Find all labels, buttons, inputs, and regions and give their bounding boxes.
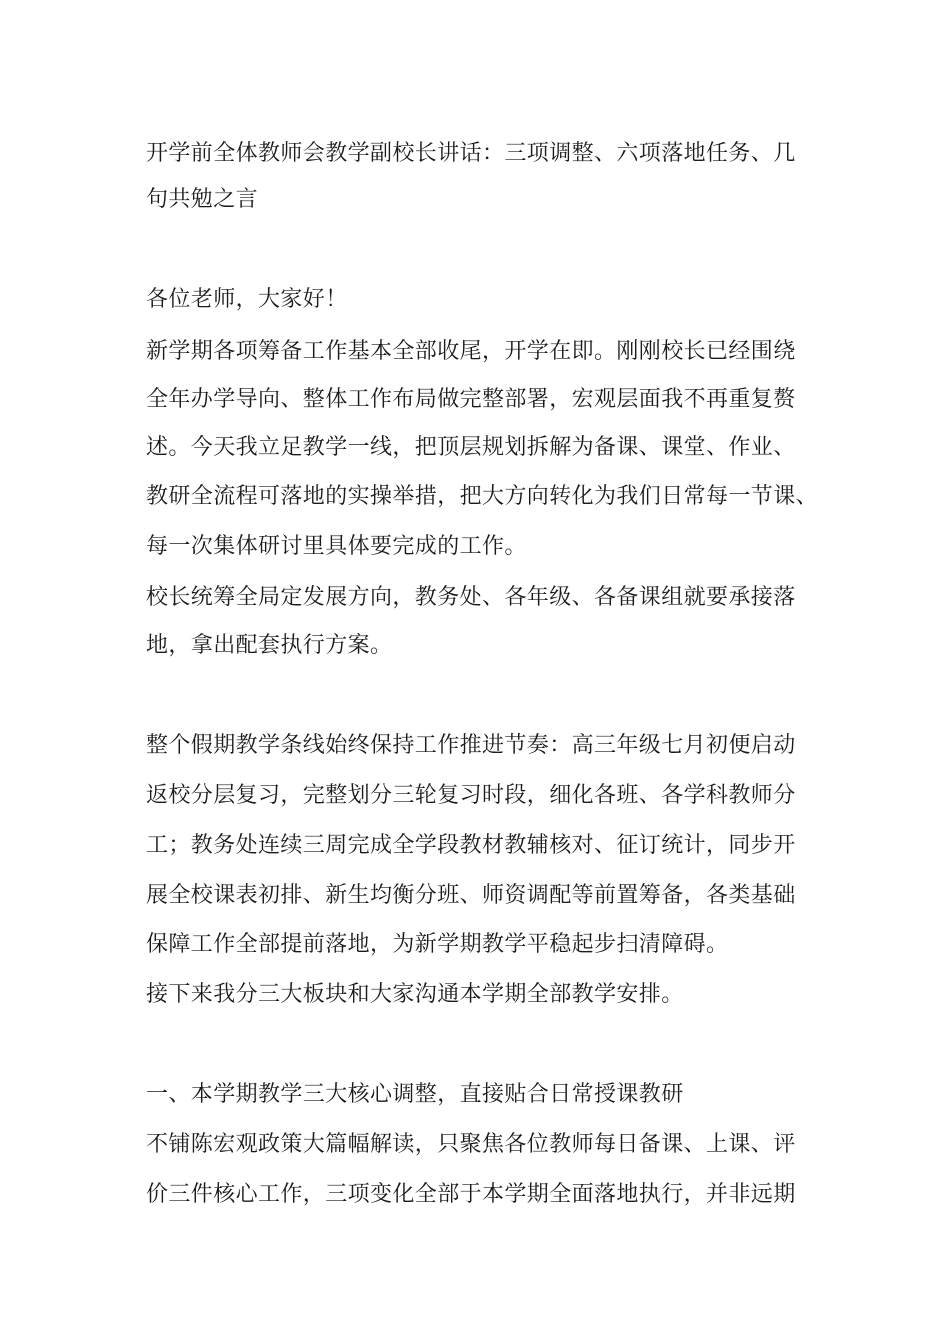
section-1-heading: 一、本学期教学三大核心调整，直接贴合日常授课教研 <box>146 1082 684 1107</box>
paragraph-3-line-1: 整个假期教学条线始终保持工作推进节奏：高三年级七月初便启动 <box>146 733 796 758</box>
paragraph-3-line-2: 返校分层复习，完整划分三轮复习时段，细化各班、各学科教师分 <box>146 783 796 808</box>
greeting: 各位老师，大家好！ <box>146 287 348 312</box>
paragraph-1-line-2: 全年办学导向、整体工作布局做完整部署，宏观层面我不再重复赘 <box>146 387 796 412</box>
paragraph-4: 接下来我分三大板块和大家沟通本学期全部教学安排。 <box>146 982 684 1007</box>
document-title-line-1: 开学前全体教师会教学副校长讲话：三项调整、六项落地任务、几 <box>146 141 796 166</box>
paragraph-1-line-5: 每一次集体研讨里具体要完成的工作。 <box>146 534 527 559</box>
section-1-body-line-1: 不铺陈宏观政策大篇幅解读，只聚焦各位教师每日备课、上课、评 <box>146 1132 796 1157</box>
paragraph-1-line-1: 新学期各项筹备工作基本全部收尾，开学在即。刚刚校长已经围绕 <box>146 339 796 364</box>
paragraph-1-line-3: 述。今天我立足教学一线，把顶层规划拆解为备课、课堂、作业、 <box>146 435 796 460</box>
paragraph-2-line-1: 校长统筹全局定发展方向，教务处、各年级、各备课组就要承接落 <box>146 585 796 610</box>
section-1-body-line-2: 价三件核心工作，三项变化全部于本学期全面落地执行，并非远期 <box>146 1182 796 1207</box>
paragraph-3-line-3: 工；教务处连续三周完成全学段教材教辅核对、征订统计，同步开 <box>146 833 796 858</box>
paragraph-3-line-4: 展全校课表初排、新生均衡分班、师资调配等前置筹备，各类基础 <box>146 883 796 908</box>
paragraph-1-line-4: 教研全流程可落地的实操举措，把大方向转化为我们日常每一节课、 <box>146 484 819 509</box>
document-title-line-2: 句共勉之言 <box>146 187 259 212</box>
paragraph-2-line-2: 地，拿出配套执行方案。 <box>146 633 393 658</box>
paragraph-3-line-5: 保障工作全部提前落地，为新学期教学平稳起步扫清障碍。 <box>146 932 729 957</box>
